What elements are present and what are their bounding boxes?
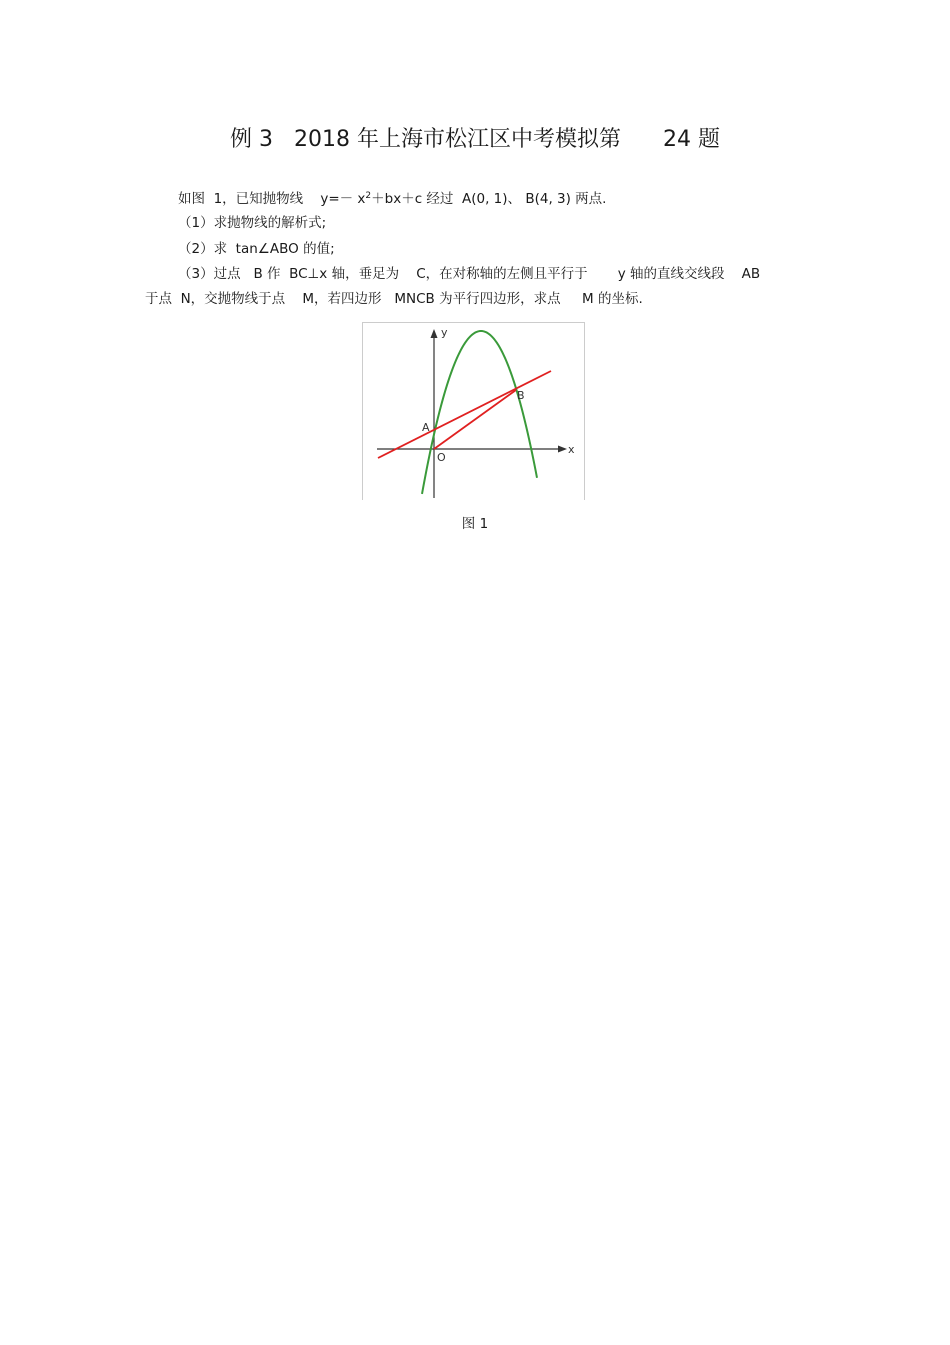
y-axis-arrow [431, 329, 438, 338]
question-1: （1）求抛物线的解析式; [178, 215, 327, 231]
figure-1 [362, 322, 585, 500]
line-ob [434, 390, 516, 449]
point-a-label: A [422, 421, 430, 434]
problem-intro [178, 189, 606, 209]
page-title: 例 3 2018 年上海市松江区中考模拟第 24 题 [230, 127, 720, 152]
origin-label: O [437, 451, 446, 464]
point-b-label: B [517, 389, 525, 402]
y-axis-label: y [441, 326, 448, 339]
exponent: 2 [365, 191, 372, 201]
question-3-line-1: （3）过点 B 作 BC⊥x 轴，垂足为 C，在对称轴的左侧且平行于 y 轴的直线交线段 AB [178, 266, 761, 282]
figure-caption: 图 1 [461, 516, 489, 532]
line-ab [378, 371, 551, 458]
x-axis-arrow [558, 446, 567, 453]
question-3-line-2: 于点 N，交抛物线于点 M，若四边形 MNCB 为平行四边形，求点 M 的坐标. [145, 291, 643, 307]
parabola-curve [422, 331, 537, 494]
intro-text-start: 如图 1，已知抛物线 y=－ x [178, 191, 366, 207]
x-axis-label: x [568, 443, 575, 456]
intro-text-end: ＋bx＋c 经过 A(0, 1)、 B(4, 3) 两点. [371, 191, 607, 207]
graph-svg [362, 322, 585, 500]
question-2: （2）求 tan∠ABO 的值; [178, 241, 335, 257]
